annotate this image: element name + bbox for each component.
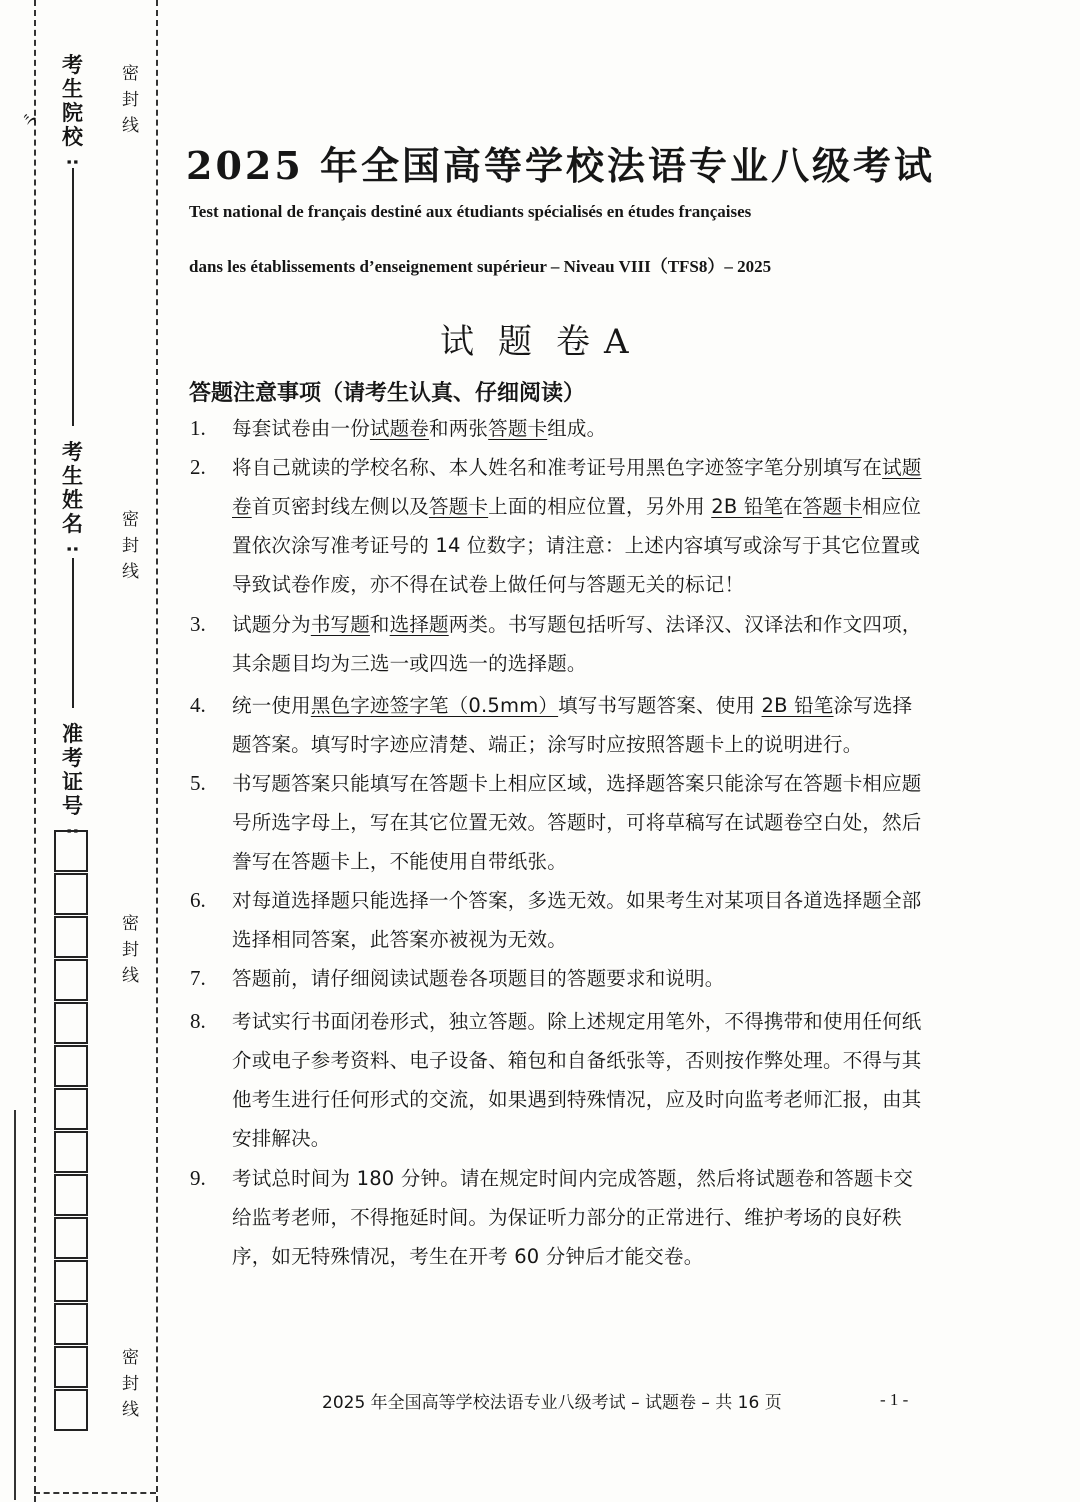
text-segment: 组成。	[547, 417, 607, 440]
text-segment: 上面的相应位置，另外用	[488, 495, 712, 518]
text-segment: 每套试卷由一份	[232, 417, 370, 440]
underlined-term: 答题卡	[429, 495, 489, 518]
id-digit-box[interactable]	[54, 959, 88, 1001]
id-digit-box[interactable]	[54, 1346, 88, 1388]
notice-item	[190, 693, 925, 771]
notice-item-text	[232, 409, 922, 448]
notice-item-number: 1.	[190, 416, 206, 440]
underlined-term: 答题卡	[488, 417, 548, 440]
text-segment: 将自己就读的学校名称、本人姓名和准考证号用黑色字迹签字笔分别填写在	[232, 456, 883, 479]
text-segment: 两类。书写题包括听写、法译汉、汉译法和作文四项，其余题目均为三选一或四选一的选择题。	[232, 613, 922, 675]
notice-item	[190, 612, 925, 690]
notice-item-number: 4.	[190, 693, 206, 717]
underlined-term: 试题卷	[369, 417, 430, 440]
name-fill-line[interactable]	[72, 558, 74, 708]
notice-item-text	[232, 881, 922, 959]
scan-edge-line	[14, 1110, 16, 1500]
id-digit-box[interactable]	[54, 1303, 88, 1345]
notice-item-number: 5.	[190, 771, 206, 795]
notice-item	[190, 455, 925, 611]
scan-mark: ゞ	[20, 110, 46, 133]
subtitle-line-2: dans les établissements d’enseignement supérieur – Niveau VIII（TFS8）– 2025	[189, 257, 772, 276]
subtitle-line-1: Test national de français destiné aux étudiants spécialisés en études françaises	[189, 202, 752, 221]
id-digit-box[interactable]	[54, 1260, 88, 1302]
paper-label: 试 题 卷 A	[440, 322, 635, 362]
id-digit-box[interactable]	[54, 1217, 88, 1259]
id-digit-box[interactable]	[54, 873, 88, 915]
text-segment: 和	[369, 613, 390, 636]
notice-item	[190, 966, 925, 1005]
notice-item-number: 6.	[190, 888, 206, 912]
paper-version: A	[604, 322, 635, 362]
notice-item-text	[232, 764, 922, 881]
text-segment: 考试总时间为 180 分钟。请在规定时间内完成答题，然后将试题卷和答题卡交给监考老师，不得拖延时间。为保证听力部分的正常进行、维护考场的良好秩序，如无特殊情况，考生在开考 60 分钟后才能交卷。	[232, 1167, 914, 1268]
text-segment: 考试实行书面闭卷形式，独立答题。除上述规定用笔外，不得携带和使用任何纸介或电子参考资料、电子设备、箱包和自备纸张等，否则按作弊处理。不得与其他考生进行任何形式的交流，如果遇到特殊情况，应及时向监考老师汇报，由其安排解决。	[232, 1010, 922, 1150]
id-digit-box[interactable]	[54, 916, 88, 958]
underlined-term: 试题卷	[232, 456, 922, 518]
id-digit-box[interactable]	[54, 1002, 88, 1044]
notice-item-text	[232, 959, 922, 998]
id-digit-box[interactable]	[54, 830, 88, 872]
footer-text: 2025 年全国高等学校法语专业八级考试 – 试题卷 – 共 16 页	[322, 1393, 782, 1413]
notice-item-number: 3.	[190, 612, 206, 636]
text-segment: 相应位置依次涂写准考证号的 14 位数字；请注意：上述内容填写或涂写于其它位置或导致试卷作废，亦不得在试卷上做任何与答题无关的标记！	[232, 495, 922, 596]
seal-text-2: 密 封 线	[122, 510, 139, 582]
notice-item-text	[232, 448, 922, 604]
page-number: - 1 -	[880, 1390, 909, 1409]
school-fill-line[interactable]	[72, 168, 74, 426]
seal-text-1: 密 封 线	[122, 64, 139, 136]
text-segment: 对每道选择题只能选择一个答案，多选无效。如果考生对某项目各道选择题全部选择相同答案，此答案亦被视为无效。	[232, 889, 922, 951]
school-label: 考 生 院 校 :	[62, 53, 84, 166]
notice-item	[190, 1009, 925, 1165]
seal-text-4: 密 封 线	[122, 1348, 139, 1420]
notice-item-text	[232, 1002, 922, 1158]
seal-dashed-line	[156, 0, 158, 1502]
id-digit-box[interactable]	[54, 1088, 88, 1130]
exam-title: 2025 年全国高等学校法语专业八级考试	[186, 143, 935, 188]
id-label: 准 考 证 号 :	[62, 722, 84, 835]
text-segment: 书写题答案只能填写在答题卡上相应区域，选择题答案只能涂写在答题卡相应题号所选字母上，写在其它位置无效。答题时，可将草稿写在试题卷空白处，然后誊写在答题卡上，不能使用自带纸张。	[232, 772, 922, 873]
notice-heading: 答题注意事项（请考生认真、仔细阅读）	[189, 381, 586, 406]
id-digit-box[interactable]	[54, 1174, 88, 1216]
underlined-term: 黑色字迹签字笔（0.5mm）	[310, 694, 559, 717]
text-segment: 试题分为	[232, 613, 311, 636]
text-segment: 填写书写题答案、使用	[558, 694, 762, 717]
id-digit-box[interactable]	[54, 1045, 88, 1087]
text-segment: 统一使用	[232, 694, 311, 717]
text-segment: 答题前，请仔细阅读试题卷各项题目的答题要求和说明。	[232, 967, 725, 990]
notice-item	[190, 888, 925, 966]
notice-item	[190, 771, 925, 888]
notice-item-text	[232, 686, 922, 764]
text-segment: 涂写选择题答案。填写时字迹应清楚、端正；涂写时应按照答题卡上的说明进行。	[232, 694, 913, 756]
notice-item-text	[232, 605, 922, 683]
notice-item	[190, 1166, 925, 1283]
notice-item-text	[232, 1159, 922, 1276]
notice-item-number: 7.	[190, 966, 206, 990]
underlined-term: 2B 铅笔	[761, 694, 834, 717]
notice-item-number: 2.	[190, 455, 206, 479]
id-digit-box[interactable]	[54, 1389, 88, 1431]
underlined-term: 2B 铅笔	[711, 495, 784, 518]
id-digit-box[interactable]	[54, 1131, 88, 1173]
left-dashed-edge	[34, 0, 36, 1502]
notice-item-number: 9.	[190, 1166, 206, 1190]
text-segment: 和两张	[429, 417, 489, 440]
text-segment: 在	[783, 495, 803, 518]
underlined-term: 答题卡	[802, 495, 863, 518]
underlined-term: 书写题	[310, 613, 370, 636]
notice-item-number: 8.	[190, 1009, 206, 1033]
name-label: 考 生 姓 名 :	[62, 440, 84, 553]
underlined-term: 选择题	[389, 613, 449, 636]
bottom-dashed-edge	[34, 1492, 156, 1494]
text-segment: 首页密封线左侧以及	[251, 495, 430, 518]
seal-text-3: 密 封 线	[122, 914, 139, 986]
